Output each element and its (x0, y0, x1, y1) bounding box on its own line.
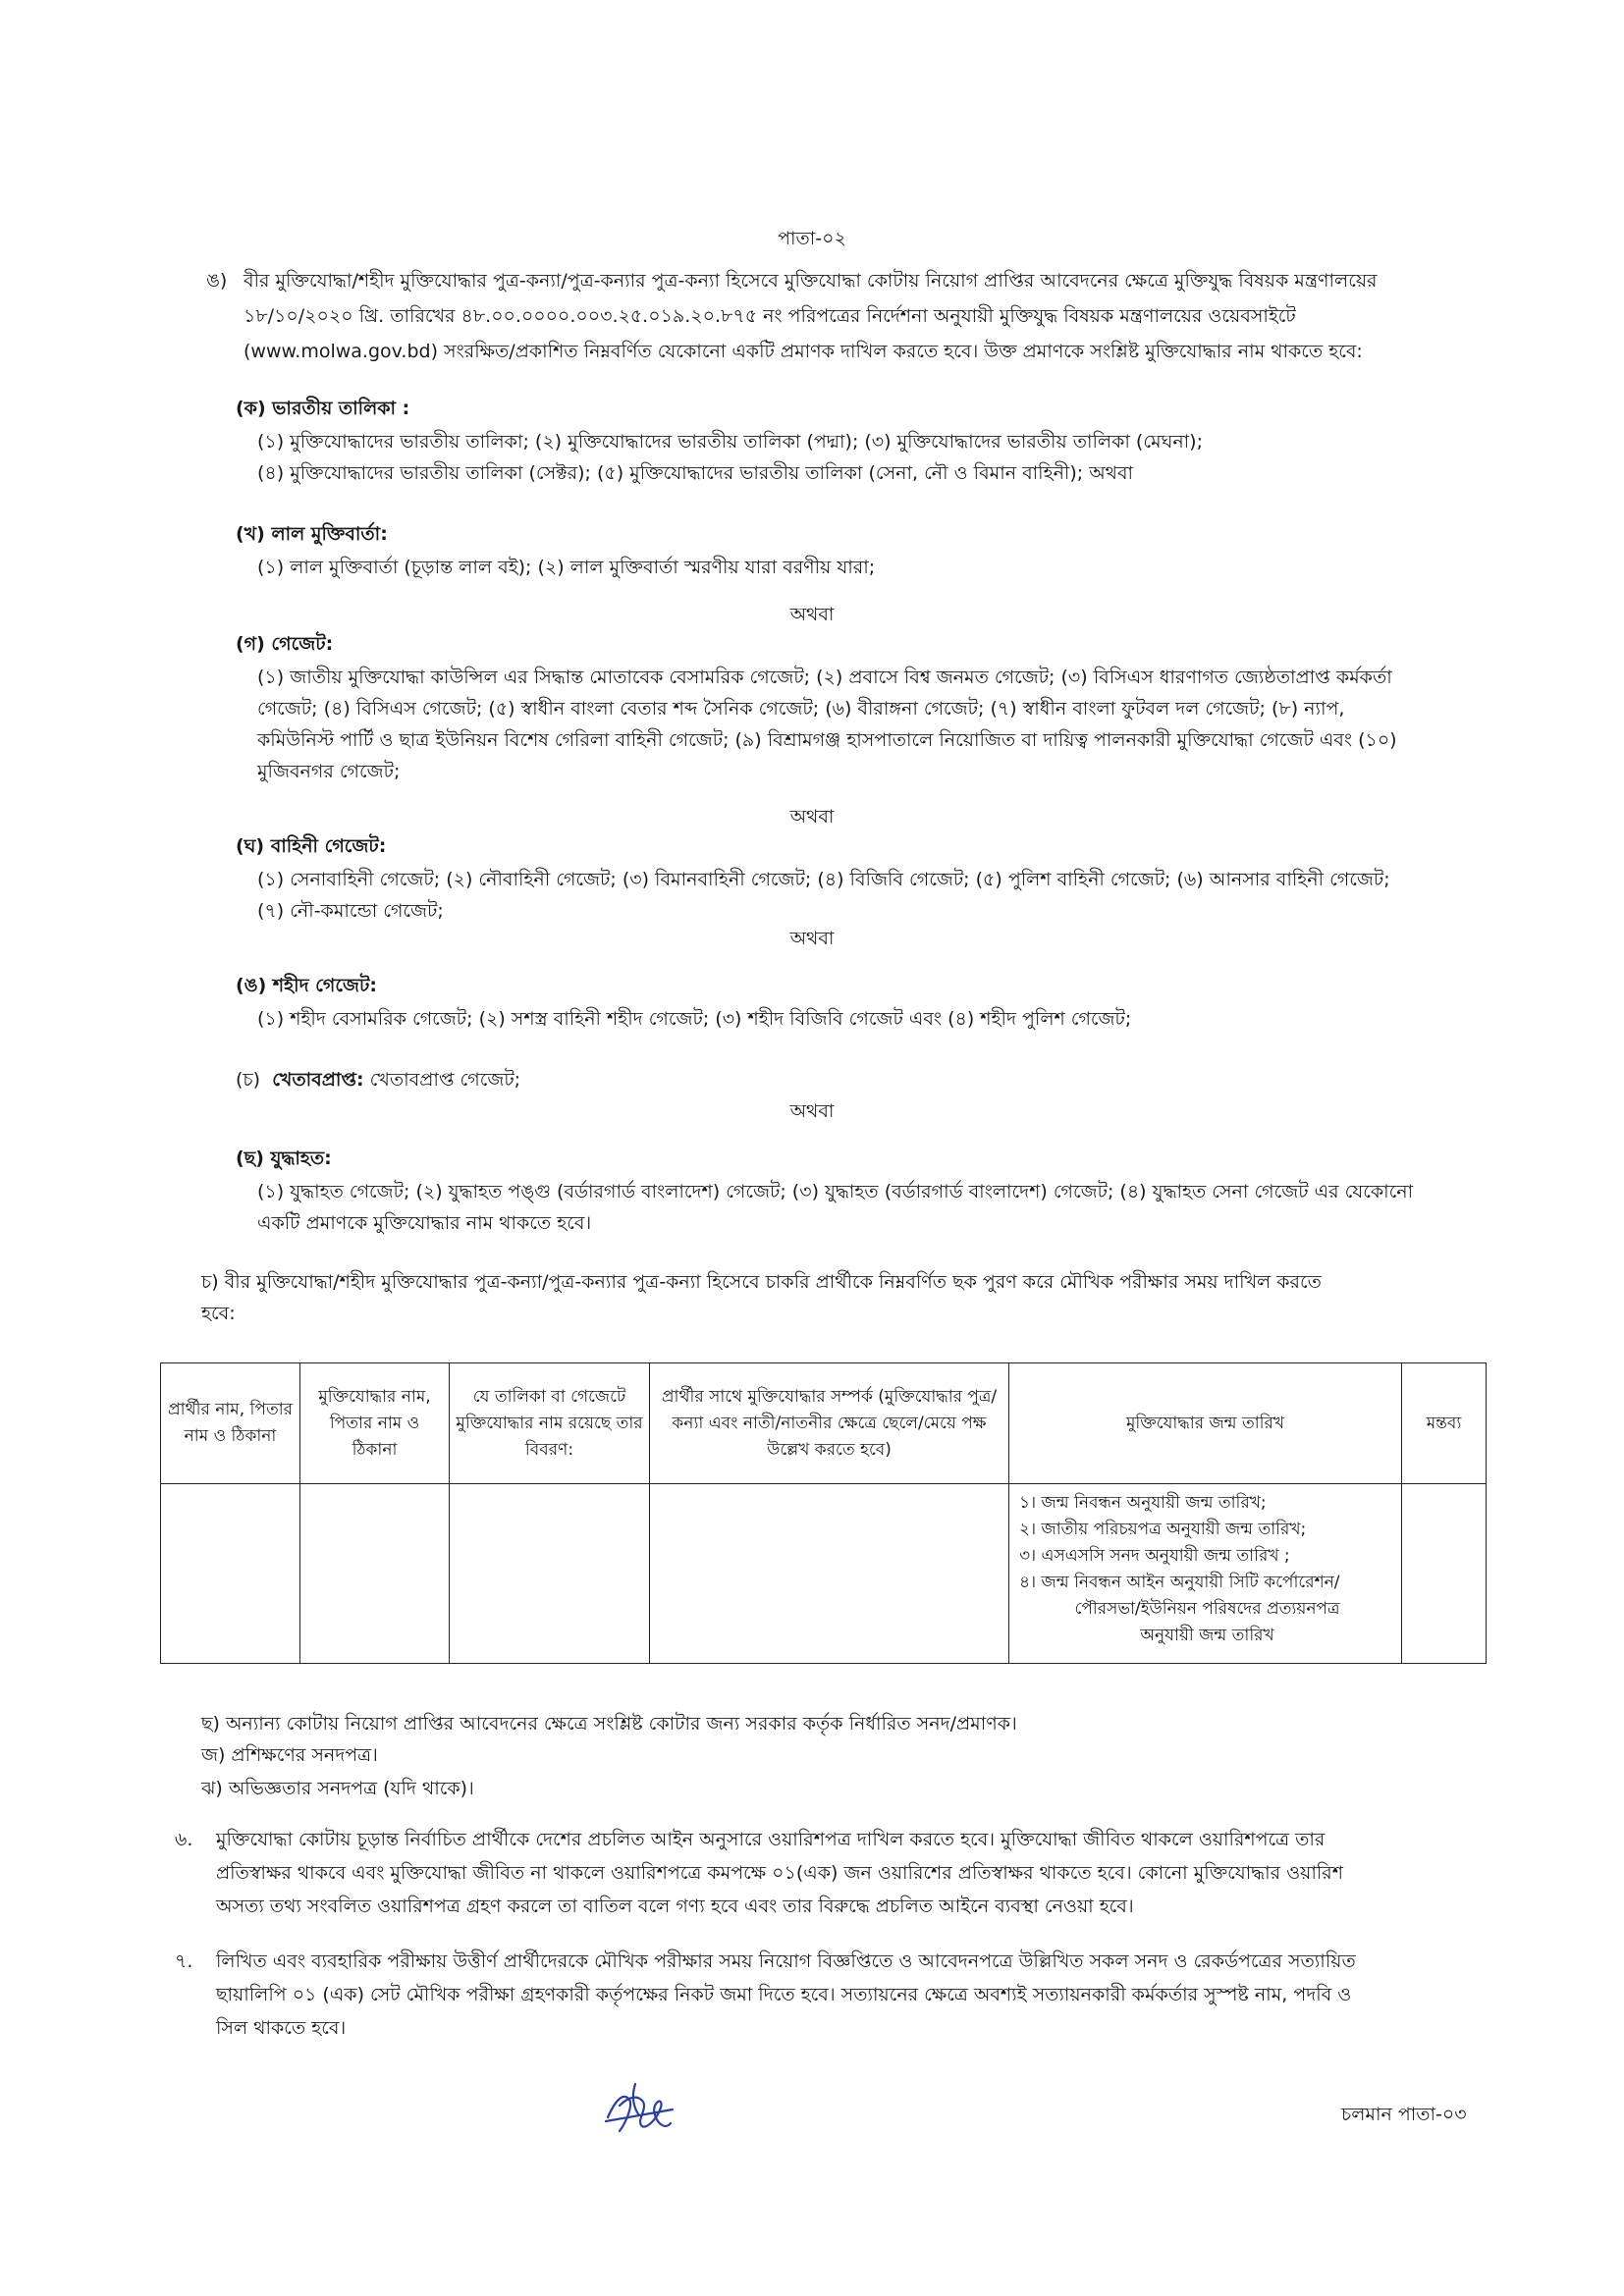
paragraph-line: সিল থাকতে হবে। (216, 2017, 347, 2039)
list-item: ছ) অন্যান্য কোটায় নিয়োগ প্রাপ্তির আবেদনের ক্ষেত্রে সংশ্লিষ্ট কোটার জন্য সরকার কর্তৃক নির্ধারিত সনদ/প্রমাণক। (201, 1713, 1017, 1735)
paragraph-line: ছায়ালিপি ০১ (এক) সেট মৌখিক পরীক্ষা গ্রহণকারী কর্তৃপক্ষের নিকট জমা দিতে হবে। সত্যায়নের ক্ষেত্রে অবশ্যই সত্যায়নকারী কর্মকর্তার সুস্পষ্ট নাম, পদবি ও (216, 1984, 1352, 2005)
section-label: (চ) (236, 1069, 261, 1091)
page-number: পাতা-০২ (778, 228, 846, 249)
form-instruction-line: চ) বীর মুক্তিযোদ্ধা/শহীদ মুক্তিযোদ্ধার পুত্র-কন্যা/পুত্র-কন্যার পুত্র-কন্যা হিসেবে চাকরি প্রার্থীকে নিম্নবর্ণিত ছক পুরণ করে মৌখিক পরীক্ষার সময় দাখিল করতে (201, 1271, 1322, 1293)
list-item: অনুযায়ী জন্ম তারিখ (1140, 1626, 1274, 1645)
section-heading-red-muktibarta: (খ) লাল মুক্তিবার্তা: (236, 523, 388, 545)
or-separator: অথবা (789, 1100, 835, 1122)
section-line: মুজিবনগর গেজেট; (257, 761, 401, 782)
section-heading-gazette: (গ) গেজেট: (236, 633, 334, 655)
section-line: গেজেট; (৪) বিসিএস গেজেট; (৫) স্বাধীন বাংলা বেতার শব্দ সৈনিক গেজেট; (৬) বীরাঙ্গনা গেজেট; (৭) স্বাধীন বাংলা ফুটবল দল গেজেট; (৮) ন্যাপ, (257, 698, 1345, 720)
table-row (161, 1484, 1487, 1664)
column-header-birth-date: মুক্তিযোদ্ধার জন্ম তারিখ (1009, 1363, 1402, 1484)
paragraph-line: প্রতিস্বাক্ষর থাকবে এবং মুক্তিযোদ্ধা জীবিত না থাকলে ওয়ারিশপত্রে কমপক্ষে ০১(এক) জন ওয়ারিশের প্রতিস্বাক্ষর থাকতে হবে। কোনো মুক্তিযোদ্ধার ওয়ারিশ (216, 1862, 1343, 1884)
list-item: ২। জাতীয় পরিচয়পত্র অনুযায়ী জন্ম তারিখ; (1019, 1520, 1307, 1539)
paragraph-line: লিখিত এবং ব্যবহারিক পরীক্ষায় উত্তীর্ণ প্রার্থীদেরকে মৌখিক পরীক্ষার সময় নিয়োগ বিজ্ঞপ্তিতে ও আবেদনপত্রে উল্লিখিত সকল সনদ ও রেকর্ডপত্রের সত্যায়িত (216, 1950, 1356, 1972)
list-item: পৌরসভা/ইউনিয়ন পরিষদের প্রত্যয়নপত্র (1074, 1599, 1340, 1619)
section-line: (১) সেনাবাহিনী গেজেট; (২) নৌবাহিনী গেজেট; (৩) বিমানবাহিনী গেজেট; (৪) বিজিবি গেজেট; (৫) পুলিশ বাহিনী গেজেট; (৬) আনসার বাহিনী গেজেট; (257, 869, 1390, 890)
section-line: (১) জাতীয় মুক্তিযোদ্ধা কাউন্সিল এর সিদ্ধান্ত মোতাবেক বেসামরিক গেজেট; (২) প্রবাসে বিশ্ব জনমত গেজেট; (৩) বিসিএস ধারণাগত জ্যেষ্ঠতাপ্রাপ্ত কর্মকর্তা (257, 667, 1392, 688)
continued-page-note: চলমান পাতা-০৩ (1341, 2104, 1467, 2125)
intro-line: বীর মুক্তিযোদ্ধা/শহীদ মুক্তিযোদ্ধার পুত্র-কন্যা/পুত্র-কন্যার পুত্র-কন্যা হিসেবে মুক্তিযোদ্ধা কোটায় নিয়োগ প্রাপ্তির আবেদনের ক্ষেত্রে মুক্তিযুদ্ধ বিষয়ক মন্ত্রণালয়ের (244, 270, 1378, 292)
birth-date-list (1019, 1490, 1395, 1649)
section-line: (১) শহীদ বেসামরিক গেজেট; (২) সশস্ত্র বাহিনী শহীদ গেজেট; (৩) শহীদ বিজিবি গেজেট এবং (৪) শহীদ পুলিশ গেজেট; (257, 1008, 1132, 1030)
list-item: ১। জন্ম নিবন্ধন অনুযায়ী জন্ম তারিখ; (1019, 1493, 1267, 1513)
list-item: ঝ) অভিজ্ঞতার সনদপত্র (যদি থাকে)। (201, 1778, 474, 1799)
table-cell-empty (650, 1484, 1009, 1664)
intro-marker: ঙ) (206, 270, 228, 292)
section-line: (৭) নৌ-কমান্ডো গেজেট; (257, 900, 444, 922)
section-heading-forces-gazette: (ঘ) বাহিনী গেজেট: (236, 835, 387, 857)
form-instruction-line: হবে: (201, 1303, 236, 1324)
list-item: ৪। জন্ম নিবন্ধন আইন অনুযায়ী সিটি কর্পোরেশন/ (1019, 1573, 1340, 1592)
column-header-relationship: প্রার্থীর সাথে মুক্তিযোদ্ধার সম্পর্ক (মুক্তিযোদ্ধার পুত্র/কন্যা এবং নাতী/নাতনীর ক্ষেত্রে ছেলে/মেয়ে পক্ষ উল্লেখ করতে হবে) (650, 1363, 1009, 1484)
section-line: (১) মুক্তিযোদ্ধাদের ভারতীয় তালিকা; (২) মুক্তিযোদ্ধাদের ভারতীয় তালিকা (পদ্মা); (৩) মুক্তিযোদ্ধাদের ভারতীয় তালিকা (মেঘনা); (257, 431, 1203, 453)
or-separator: অথবা (789, 806, 835, 828)
table-cell-empty (300, 1484, 450, 1664)
section-line: (১) লাল মুক্তিবার্তা (চূড়ান্ত লাল বই); (২) লাল মুক্তিবার্তা স্মরণীয় যারা বরণীয় যারা; (257, 557, 876, 578)
section-heading-martyr-gazette: (ঙ) শহীদ গেজেট: (236, 975, 377, 996)
column-header-list-gazette: যে তালিকা বা গেজেটে মুক্তিযোদ্ধার নাম রয়েছে তার বিবরণ: (450, 1363, 650, 1484)
table-cell-empty (1402, 1484, 1487, 1664)
paragraph-number: ৭. (175, 1950, 193, 1972)
table-header-row (161, 1363, 1487, 1484)
section-line: কমিউনিস্ট পার্টি ও ছাত্র ইউনিয়ন বিশেষ গেরিলা বাহিনী গেজেট; (৯) বিশ্রামগঞ্জ হাসপাতালে নিয়োজিত বা দায়িত্ব পালনকারী মুক্তিযোদ্ধা গেজেট এবং (১০) (257, 729, 1397, 751)
intro-line: (www.molwa.gov.bd) সংরক্ষিত/প্রকাশিত নিম্নবর্ণিত যেকোনো একটি প্রমাণক দাখিল করতে হবে। উক্ত প্রমাণকে সংশ্লিষ্ট মুক্তিযোদ্ধার নাম থাকতে হবে: (244, 341, 1363, 362)
list-item: ৩। এসএসসি সনদ অনুযায়ী জন্ম তারিখ ; (1019, 1546, 1290, 1566)
table-cell-birth-date-list (1009, 1484, 1402, 1664)
section-heading-war-wounded: (ছ) যুদ্ধাহত: (236, 1148, 332, 1169)
table-cell-empty (450, 1484, 650, 1664)
table-cell-empty (161, 1484, 300, 1664)
paragraph-line: অসত্য তথ্য সংবলিত ওয়ারিশপত্র গ্রহণ করলে তা বাতিল বলে গণ্য হবে এবং তার বিরুদ্ধে প্রচলিত আইনে ব্যবস্থা নেওয়া হবে। (216, 1896, 1134, 1917)
signature-icon (602, 2076, 680, 2145)
list-item: জ) প্রশিক্ষণের সনদপত্র। (201, 1744, 378, 1766)
section-line: খেতাবপ্রাপ্ত গেজেট; (363, 1069, 521, 1091)
column-header-freedom-fighter: মুক্তিযোদ্ধার নাম, পিতার নাম ও ঠিকানা (300, 1363, 450, 1484)
or-separator: অথবা (789, 928, 835, 949)
freedom-fighter-info-table (160, 1362, 1486, 1664)
column-header-candidate: প্রার্থীর নাম, পিতার নাম ও ঠিকানা (161, 1363, 300, 1484)
section-line: (১) যুদ্ধাহত গেজেট; (২) যুদ্ধাহত পঙ্গু (বর্ডারগার্ড বাংলাদেশ) গেজেট; (৩) যুদ্ধাহত (বর্ডারগার্ড বাংলাদেশ) গেজেট; (৪) যুদ্ধাহত সেনা গেজেট এর যেকোনো (257, 1181, 1414, 1202)
paragraph-number: ৬. (175, 1829, 193, 1850)
section-line: (৪) মুক্তিযোদ্ধাদের ভারতীয় তালিকা (সেক্টর); (৫) মুক্তিযোদ্ধাদের ভারতীয় তালিকা (সেনা, নৌ ও বিমান বাহিনী); অথবা (257, 462, 1134, 484)
or-separator: অথবা (789, 604, 835, 625)
section-line: একটি প্রমাণকে মুক্তিযোদ্ধার নাম থাকতে হবে। (257, 1212, 592, 1234)
paragraph-line: মুক্তিযোদ্ধা কোটায় চূড়ান্ত নির্বাচিত প্রার্থীকে দেশের প্রচলিত আইন অনুসারে ওয়ারিশপত্র দাখিল করতে হবে। মুক্তিযোদ্ধা জীবিত থাকলে ওয়ারিশপত্রে তার (216, 1829, 1326, 1850)
section-heading-indian-list: (ক) ভারতীয় তালিকা : (236, 398, 410, 419)
section-heading-awardee: খেতাবপ্রাপ্ত: (272, 1069, 364, 1091)
column-header-remarks: মন্তব্য (1402, 1363, 1487, 1484)
intro-line: ১৮/১০/২০২০ খ্রি. তারিখের ৪৮.০০.০০০০.০০৩.২৫.০১৯.২০.৮৭৫ নং পরিপত্রের নির্দেশনা অনুযায়ী মুক্তিযুদ্ধ বিষয়ক মন্ত্রণালয়ের ওয়েবসাইটে (244, 305, 1296, 327)
section-title-awardee (236, 1064, 520, 1095)
